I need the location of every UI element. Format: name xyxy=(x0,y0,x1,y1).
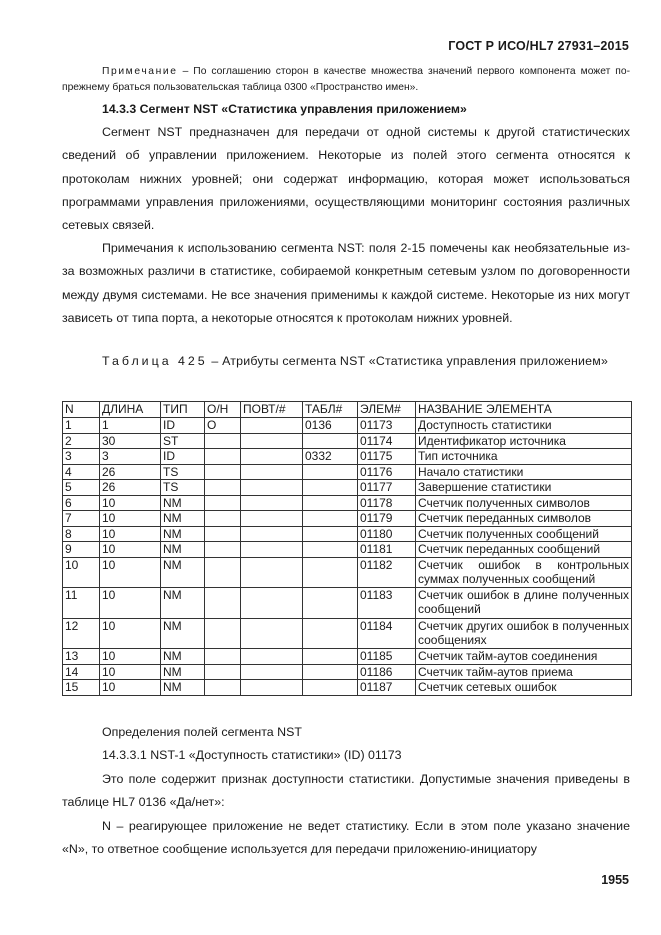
cell-optionality xyxy=(205,542,241,558)
cell-optionality xyxy=(205,557,241,588)
cell-optionality xyxy=(205,680,241,696)
cell-optionality xyxy=(205,618,241,649)
cell-length: 10 xyxy=(100,618,161,649)
table-body xyxy=(63,418,632,696)
cell-type: NM xyxy=(161,495,205,511)
cell-length: 1 xyxy=(100,418,161,434)
cell-optionality xyxy=(205,449,241,465)
note-text: – По соглашению сторон в качестве множества значений первого компонента может по-прежнему браться пользовательская таблица 0300 «Пространство имен». xyxy=(62,66,630,93)
paragraph-4-lead: N – xyxy=(102,819,124,833)
table-row xyxy=(63,433,632,449)
cell-n: 4 xyxy=(63,464,100,480)
cell-table xyxy=(303,480,358,496)
cell-element: 01185 xyxy=(358,649,416,665)
paragraph-3: Это поле содержит признак доступности статистики. Допустимые значения приведены в таблице HL7 0136 «Да/нет»: xyxy=(62,772,630,810)
cell-type: ID xyxy=(161,418,205,434)
cell-n: 2 xyxy=(63,433,100,449)
cell-repeat xyxy=(241,680,303,696)
cell-table xyxy=(303,680,358,696)
cell-repeat xyxy=(241,464,303,480)
segment-attributes-table xyxy=(62,401,632,696)
cell-n: 10 xyxy=(63,557,100,588)
cell-length: 3 xyxy=(100,449,161,465)
cell-element: 01182 xyxy=(358,557,416,588)
cell-optionality xyxy=(205,511,241,527)
cell-n: 8 xyxy=(63,526,100,542)
cell-type: NM xyxy=(161,526,205,542)
cell-name: Начало статистики xyxy=(416,464,632,480)
note-label: Примечание xyxy=(102,66,178,77)
paragraph-2: Примечания к использованию сегмента NST: поля 2-15 помечены как необязательные из-за возможных различи в статистике, собираемой конкретным сетевым узлом по договоренности между двумя системами. Не все значения применимы к каждой системе. Некоторые из них могут зависеть от типа порта, а некоторые относятся к протоколам нижних уровней. xyxy=(62,241,630,325)
cell-repeat xyxy=(241,480,303,496)
table-row xyxy=(63,542,632,558)
cell-n: 9 xyxy=(63,542,100,558)
cell-repeat xyxy=(241,511,303,527)
cell-name: Счетчик тайм-аутов соединения xyxy=(416,649,632,665)
cell-type: NM xyxy=(161,511,205,527)
cell-n: 12 xyxy=(63,618,100,649)
cell-n: 3 xyxy=(63,449,100,465)
cell-repeat xyxy=(241,618,303,649)
cell-length: 30 xyxy=(100,433,161,449)
table-row xyxy=(63,511,632,527)
cell-length: 10 xyxy=(100,680,161,696)
document-header: ГОСТ Р ИСО/HL7 27931–2015 xyxy=(448,39,629,53)
cell-length: 10 xyxy=(100,495,161,511)
cell-name: Счетчик сетевых ошибок xyxy=(416,680,632,696)
cell-name: Счетчик полученных символов xyxy=(416,495,632,511)
cell-element: 01183 xyxy=(358,588,416,619)
cell-element: 01178 xyxy=(358,495,416,511)
paragraph-4-text: реагирующее приложение не ведет статистику. Если в этом поле указано значение «N», то ответное сообщение используется для передачи приложению-инициатору xyxy=(62,819,630,857)
cell-type: TS xyxy=(161,464,205,480)
cell-element: 01181 xyxy=(358,542,416,558)
cell-type: NM xyxy=(161,557,205,588)
table-row xyxy=(63,618,632,649)
col-header-length: ДЛИНА xyxy=(100,402,161,418)
table-row xyxy=(63,557,632,588)
cell-table xyxy=(303,588,358,619)
cell-type: NM xyxy=(161,542,205,558)
table-row xyxy=(63,464,632,480)
cell-name: Счетчик тайм-аутов приема xyxy=(416,664,632,680)
cell-name: Завершение статистики xyxy=(416,480,632,496)
cell-element: 01175 xyxy=(358,449,416,465)
cell-element: 01176 xyxy=(358,464,416,480)
table-row xyxy=(63,664,632,680)
cell-type: ID xyxy=(161,449,205,465)
cell-repeat xyxy=(241,449,303,465)
cell-element: 01187 xyxy=(358,680,416,696)
paragraph-1: Сегмент NST предназначен для передачи от одной системы к другой статистических сведений об управлении приложением. Некоторые из полей этого сегмента относятся к протоколам нижних уровней; они содержат информацию, которая может использоваться программами управления приложениями, осуществляющими мониторинг состояния различных сетевых связей. xyxy=(62,125,630,233)
cell-n: 7 xyxy=(63,511,100,527)
cell-length: 26 xyxy=(100,464,161,480)
cell-name: Доступность статистики xyxy=(416,418,632,434)
note xyxy=(62,64,630,96)
table-row xyxy=(63,418,632,434)
cell-n: 11 xyxy=(63,588,100,619)
cell-table xyxy=(303,542,358,558)
cell-name: Тип источника xyxy=(416,449,632,465)
cell-optionality xyxy=(205,433,241,449)
cell-table xyxy=(303,495,358,511)
cell-repeat xyxy=(241,542,303,558)
cell-table xyxy=(303,618,358,649)
col-header-repeat: ПОВТ/# xyxy=(241,402,303,418)
cell-n: 13 xyxy=(63,649,100,665)
cell-element: 01180 xyxy=(358,526,416,542)
cell-type: NM xyxy=(161,664,205,680)
definitions-title: Определения полей сегмента NST xyxy=(102,725,302,739)
table-row xyxy=(63,449,632,465)
cell-repeat xyxy=(241,433,303,449)
cell-length: 26 xyxy=(100,480,161,496)
cell-optionality xyxy=(205,495,241,511)
cell-length: 10 xyxy=(100,526,161,542)
table-row xyxy=(63,526,632,542)
cell-optionality xyxy=(205,588,241,619)
table-row xyxy=(63,480,632,496)
cell-optionality xyxy=(205,464,241,480)
table-caption-label: Таблица 425 xyxy=(102,354,208,368)
cell-table xyxy=(303,557,358,588)
subsection-heading: 14.3.3.1 NST-1 «Доступность статистики» (ID) 01173 xyxy=(102,748,402,762)
cell-type: NM xyxy=(161,649,205,665)
cell-table xyxy=(303,511,358,527)
cell-table: 0136 xyxy=(303,418,358,434)
cell-element: 01179 xyxy=(358,511,416,527)
cell-repeat xyxy=(241,418,303,434)
table-header-row xyxy=(63,402,632,418)
cell-repeat xyxy=(241,495,303,511)
col-header-element-name: НАЗВАНИЕ ЭЛЕМЕНТА xyxy=(416,402,632,418)
cell-repeat xyxy=(241,588,303,619)
cell-name: Счетчик ошибок в контрольных суммах полученных сообщений xyxy=(416,557,632,588)
cell-length: 10 xyxy=(100,542,161,558)
cell-length: 10 xyxy=(100,588,161,619)
cell-type: TS xyxy=(161,480,205,496)
cell-repeat xyxy=(241,649,303,665)
cell-table xyxy=(303,526,358,542)
cell-table xyxy=(303,464,358,480)
cell-n: 1 xyxy=(63,418,100,434)
cell-name: Счетчик переданных сообщений xyxy=(416,542,632,558)
cell-element: 01184 xyxy=(358,618,416,649)
cell-name: Счетчик полученных сообщений xyxy=(416,526,632,542)
cell-optionality xyxy=(205,664,241,680)
cell-n: 5 xyxy=(63,480,100,496)
cell-optionality: O xyxy=(205,418,241,434)
cell-name: Идентификатор источника xyxy=(416,433,632,449)
cell-length: 10 xyxy=(100,649,161,665)
table-row xyxy=(63,495,632,511)
cell-table xyxy=(303,664,358,680)
table-caption-text: – Атрибуты сегмента NST «Статистика управления приложением» xyxy=(207,354,609,368)
cell-optionality xyxy=(205,480,241,496)
cell-type: ST xyxy=(161,433,205,449)
cell-repeat xyxy=(241,526,303,542)
cell-type: NM xyxy=(161,588,205,619)
cell-n: 6 xyxy=(63,495,100,511)
cell-type: NM xyxy=(161,680,205,696)
cell-n: 15 xyxy=(63,680,100,696)
cell-optionality xyxy=(205,649,241,665)
page-number: 1955 xyxy=(601,873,629,887)
cell-length: 10 xyxy=(100,511,161,527)
cell-table: 0332 xyxy=(303,449,358,465)
cell-table xyxy=(303,433,358,449)
cell-element: 01174 xyxy=(358,433,416,449)
cell-name: Счетчик других ошибок в полученных сообщениях xyxy=(416,618,632,649)
cell-length: 10 xyxy=(100,557,161,588)
section-heading: 14.3.3 Сегмент NST «Статистика управления приложением» xyxy=(102,102,467,116)
col-header-table: ТАБЛ# xyxy=(303,402,358,418)
col-header-optionality: О/Н xyxy=(205,402,241,418)
table-row xyxy=(63,649,632,665)
col-header-n: N xyxy=(63,402,100,418)
table-row xyxy=(63,680,632,696)
cell-element: 01173 xyxy=(358,418,416,434)
cell-n: 14 xyxy=(63,664,100,680)
table-caption xyxy=(62,350,630,373)
paragraph-4 xyxy=(62,815,630,862)
cell-repeat xyxy=(241,664,303,680)
cell-name: Счетчик переданных символов xyxy=(416,511,632,527)
cell-table xyxy=(303,649,358,665)
cell-type: NM xyxy=(161,618,205,649)
col-header-element: ЭЛЕМ# xyxy=(358,402,416,418)
cell-optionality xyxy=(205,526,241,542)
table-row xyxy=(63,588,632,619)
cell-element: 01177 xyxy=(358,480,416,496)
cell-element: 01186 xyxy=(358,664,416,680)
cell-length: 10 xyxy=(100,664,161,680)
cell-name: Счетчик ошибок в длине полученных сообщений xyxy=(416,588,632,619)
cell-repeat xyxy=(241,557,303,588)
col-header-type: ТИП xyxy=(161,402,205,418)
